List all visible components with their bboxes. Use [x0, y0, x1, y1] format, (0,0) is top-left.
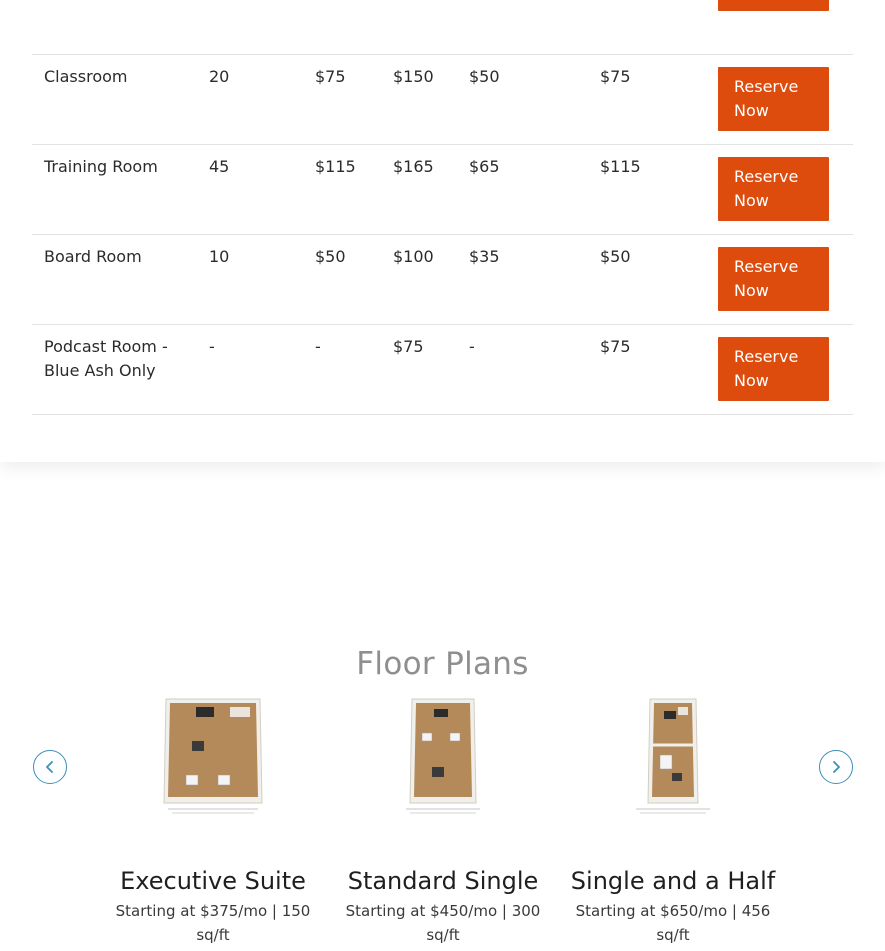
rate-cell: $35 [457, 234, 588, 324]
carousel-next-button[interactable] [819, 750, 853, 784]
rate-cell: $65 [457, 144, 588, 234]
floor-plan-subtitle: Starting at $650/mo | 456 sq/ft [575, 902, 771, 944]
room-name-cell: Board Room [32, 234, 197, 324]
rate-cell: - [303, 324, 381, 414]
floor-plan-subtitle: Starting at $375/mo | 150 sq/ft [115, 902, 311, 944]
rate-cell [457, 0, 588, 54]
room-name-cell: Training Room [32, 144, 197, 234]
reserve-now-button[interactable]: Reserve Now [718, 157, 829, 221]
capacity-cell [197, 0, 303, 54]
room-name-cell: Podcast Room - Blue Ash Only [32, 324, 197, 414]
rate-cell: $115 [588, 144, 705, 234]
reserve-now-button[interactable] [718, 0, 829, 11]
floor-plans-heading: Floor Plans [356, 646, 529, 682]
chevron-right-icon [829, 760, 843, 774]
floor-plan-title: Single and a Half [570, 867, 776, 895]
rates-table [32, 0, 853, 415]
table-row [32, 54, 853, 144]
floor-plan-title: Executive Suite [120, 867, 306, 895]
rate-cell: $50 [303, 234, 381, 324]
floor-plan-image [558, 690, 788, 820]
rate-cell: $75 [303, 54, 381, 144]
rate-cell: $75 [381, 324, 457, 414]
rate-cell: $50 [588, 234, 705, 324]
rate-cell: $115 [303, 144, 381, 234]
floor-plan-card[interactable] [558, 690, 788, 947]
table-row [32, 324, 853, 414]
capacity-cell: 20 [197, 54, 303, 144]
rate-cell: $75 [588, 324, 705, 414]
capacity-cell: - [197, 324, 303, 414]
floor-plan-image [98, 690, 328, 820]
rate-cell [303, 0, 381, 54]
floor-plan-title: Standard Single [347, 867, 539, 895]
reserve-now-button[interactable]: Reserve Now [718, 67, 829, 131]
table-row [32, 144, 853, 234]
floor-plan-subtitle: Starting at $450/mo | 300 sq/ft [345, 902, 541, 944]
room-name-cell: Classroom [32, 54, 197, 144]
floor-plan-image [328, 690, 558, 820]
rate-cell: $75 [588, 54, 705, 144]
reserve-now-button[interactable]: Reserve Now [718, 337, 829, 401]
rate-cell [381, 0, 457, 54]
carousel-prev-button[interactable] [33, 750, 67, 784]
rate-cell: $150 [381, 54, 457, 144]
floor-plan-card[interactable] [98, 690, 328, 947]
table-row [32, 234, 853, 324]
floor-plan-card[interactable] [328, 690, 558, 947]
rate-cell: - [457, 324, 588, 414]
rate-cell: $165 [381, 144, 457, 234]
chevron-left-icon [43, 760, 57, 774]
room-name-cell [32, 0, 197, 54]
capacity-cell: 10 [197, 234, 303, 324]
rate-cell: $100 [381, 234, 457, 324]
rates-table-card [0, 0, 885, 462]
rate-cell [588, 0, 705, 54]
capacity-cell: 45 [197, 144, 303, 234]
table-row [32, 0, 853, 54]
reserve-now-button[interactable]: Reserve Now [718, 247, 829, 311]
rate-cell: $50 [457, 54, 588, 144]
